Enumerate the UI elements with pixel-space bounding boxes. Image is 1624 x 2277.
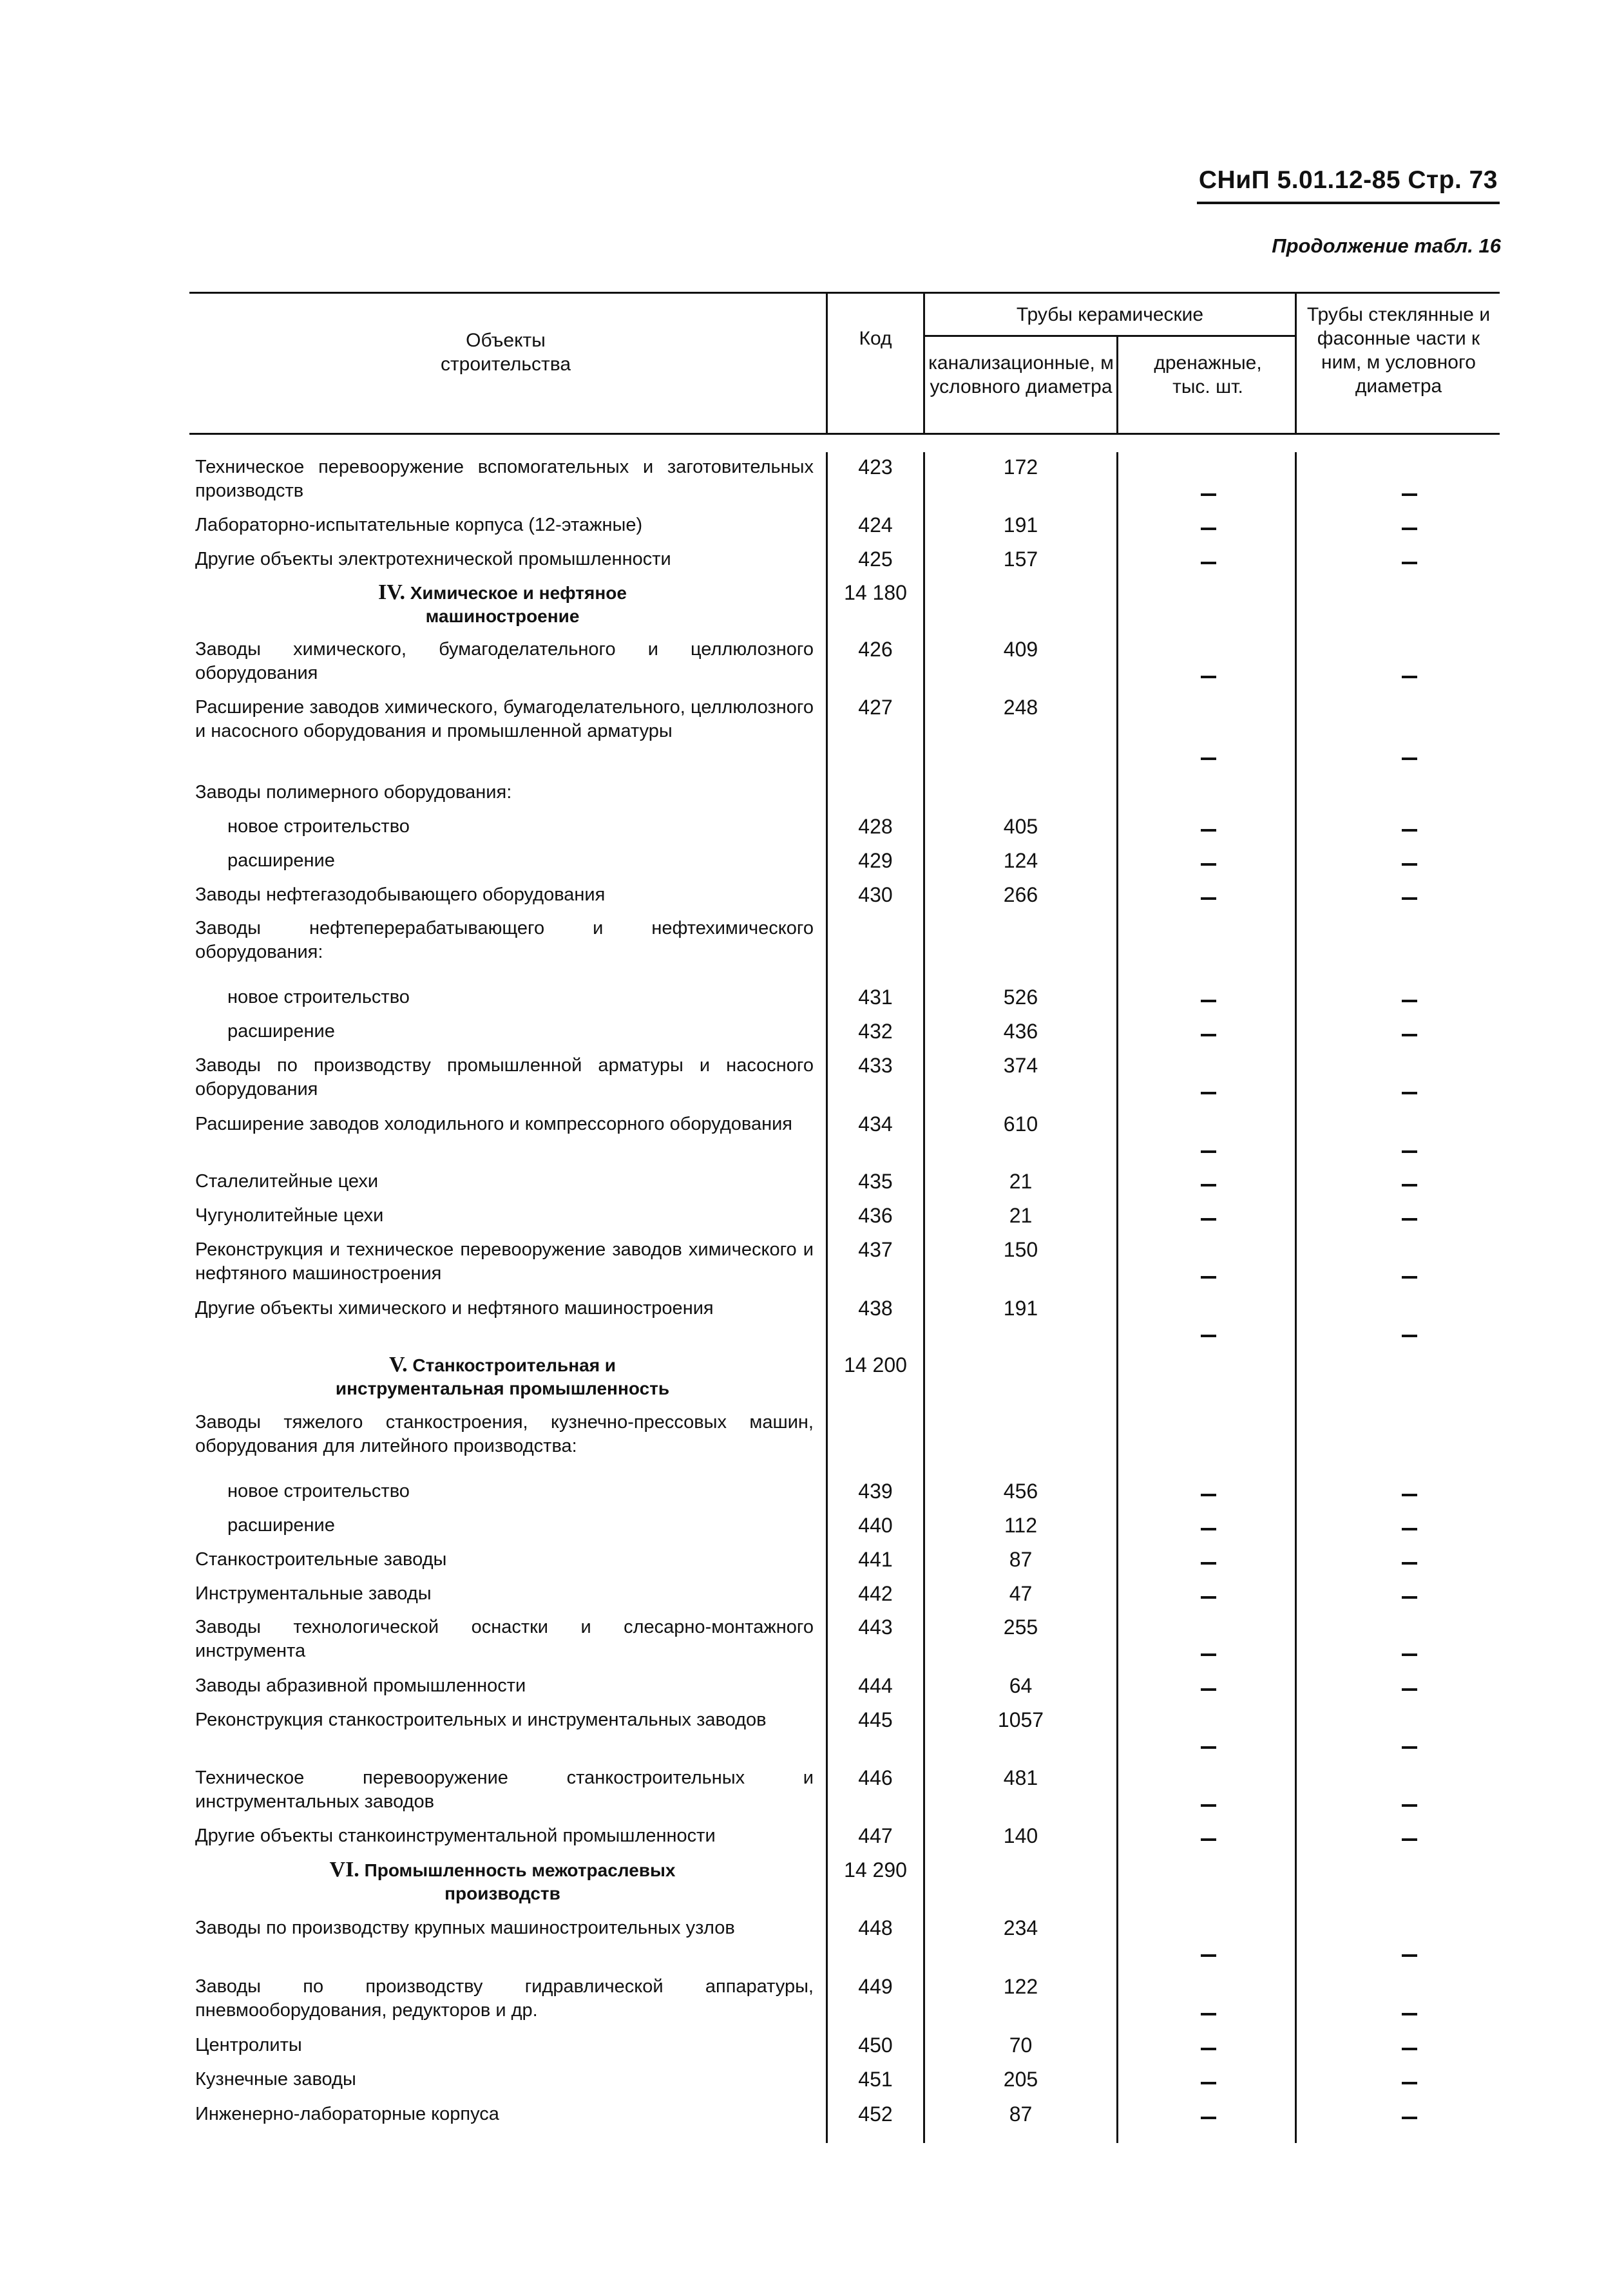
glass-pipe-value <box>1402 1092 1417 1094</box>
drainage-pipe-value <box>1201 1184 1216 1186</box>
row-code: 441 <box>858 1548 893 1571</box>
sewer-pipe-value: 234 <box>1003 1916 1038 1939</box>
glass-pipe-value <box>1402 2048 1417 2050</box>
object-name: Сталелитейные цехи <box>195 1171 379 1192</box>
sewer-pipe-value: 248 <box>1003 696 1038 719</box>
running-title-rule <box>1197 202 1500 204</box>
object-name: Расширение заводов холодильного и компрессорного оборудования <box>195 1114 792 1134</box>
object-name: Заводы по производству промышленной арматуры и насосного оборудования <box>195 1055 814 1100</box>
subitem-label: новое строительство <box>227 987 410 1007</box>
object-name: Инженерно-лабораторные корпуса <box>195 2104 499 2124</box>
sewer-pipe-value: 87 <box>1009 2102 1033 2126</box>
sewer-pipe-value: 191 <box>1003 1297 1038 1320</box>
object-name: Инструментальные заводы <box>195 1583 432 1604</box>
sewer-pipe-value: 47 <box>1009 1582 1033 1605</box>
sewer-pipe-value: 481 <box>1003 1766 1038 1789</box>
sewer-pipe-value: 255 <box>1003 1615 1038 1639</box>
object-name: Техническое перевооружение станкостроительных и инструментальных заводов <box>195 1767 814 1812</box>
column-header-ceramic-group: Трубы керамические <box>1016 304 1204 325</box>
drainage-pipe-value <box>1201 1218 1216 1221</box>
row-code: 445 <box>858 1708 893 1731</box>
glass-pipe-value <box>1402 1000 1417 1002</box>
sewer-pipe-value: 21 <box>1009 1204 1033 1227</box>
section-code: 14 180 <box>844 581 907 604</box>
subitem-label: новое строительство <box>227 816 410 837</box>
sewer-pipe-value: 87 <box>1009 1548 1033 1571</box>
drainage-pipe-value <box>1201 676 1216 678</box>
drainage-pipe-value <box>1201 1276 1216 1279</box>
glass-pipe-value <box>1402 1335 1417 1337</box>
section-roman-numeral: V. <box>388 1353 408 1377</box>
object-name: Другие объекты химического и нефтяного машиностроения <box>195 1298 714 1319</box>
object-name: Заводы абразивной промышленности <box>195 1675 526 1696</box>
row-code: 443 <box>858 1615 893 1639</box>
sewer-pipe-value: 205 <box>1003 2068 1038 2091</box>
body-divider-sewer-drainage <box>1116 452 1118 2143</box>
object-name: Заводы нефтегазодобывающего оборудования <box>195 884 606 905</box>
object-name: Заводы технологической оснастки и слесарно-монтажного инструмента <box>195 1617 814 1661</box>
drainage-pipe-value <box>1201 2082 1216 2084</box>
object-name: Станкостроительные заводы <box>195 1549 447 1570</box>
drainage-pipe-value <box>1201 2117 1216 2119</box>
object-name: Кузнечные заводы <box>195 2069 356 2090</box>
sewer-pipe-value: 70 <box>1009 2034 1033 2057</box>
glass-pipe-value <box>1402 1528 1417 1530</box>
glass-pipe-value <box>1402 1653 1417 1656</box>
object-name: Расширение заводов химического, бумагоделательного, целлюлозного и насосного оборудования и промышленной арматуры <box>195 697 814 741</box>
glass-pipe-value <box>1402 528 1417 530</box>
drainage-pipe-value <box>1201 493 1216 496</box>
drainage-pipe-value <box>1201 1150 1216 1153</box>
glass-pipe-value <box>1402 1150 1417 1153</box>
glass-pipe-value <box>1402 1562 1417 1565</box>
object-name: Реконструкция станкостроительных и инструментальных заводов <box>195 1710 767 1730</box>
sewer-pipe-value: 610 <box>1003 1112 1038 1136</box>
object-name: Заводы химического, бумагоделательного и целлюлозного оборудования <box>195 639 814 683</box>
column-header-code: Код <box>859 328 892 349</box>
row-code: 446 <box>858 1766 893 1789</box>
drainage-pipe-value <box>1201 1746 1216 1749</box>
drainage-pipe-value <box>1201 863 1216 866</box>
row-code: 428 <box>858 815 893 838</box>
glass-pipe-value <box>1402 1034 1417 1036</box>
sewer-pipe-value: 140 <box>1003 1824 1038 1847</box>
drainage-pipe-value <box>1201 1494 1216 1496</box>
group-label: Заводы тяжелого станкостроения, кузнечно-прессовых машин, оборудования для литейного производства: <box>195 1412 814 1456</box>
row-code: 442 <box>858 1582 893 1605</box>
ceramic-group-rule <box>923 335 1297 337</box>
drainage-pipe-value <box>1201 1335 1216 1337</box>
sewer-pipe-value: 436 <box>1003 1020 1038 1043</box>
drainage-pipe-value <box>1201 2013 1216 2015</box>
glass-pipe-value <box>1402 1746 1417 1749</box>
row-code: 433 <box>858 1054 893 1077</box>
drainage-pipe-value <box>1201 1092 1216 1094</box>
drainage-pipe-value <box>1201 829 1216 832</box>
drainage-pipe-value <box>1201 1528 1216 1530</box>
sewer-pipe-value: 64 <box>1009 1674 1033 1697</box>
section-roman-numeral: IV. <box>378 580 405 604</box>
sewer-pipe-value: 157 <box>1003 548 1038 571</box>
object-name: Техническое перевооружение вспомогательных и заготовительных производств <box>195 457 814 501</box>
drainage-pipe-value <box>1201 562 1216 564</box>
sewer-pipe-value: 112 <box>1004 1514 1037 1537</box>
row-code: 435 <box>858 1170 893 1193</box>
glass-pipe-value <box>1402 1218 1417 1221</box>
drainage-pipe-value <box>1201 1954 1216 1957</box>
row-code: 449 <box>858 1975 893 1998</box>
drainage-pipe-value <box>1201 897 1216 900</box>
row-code: 440 <box>858 1514 893 1537</box>
section-heading <box>322 581 683 628</box>
drainage-pipe-value <box>1201 1034 1216 1036</box>
sewer-pipe-value: 150 <box>1003 1238 1038 1261</box>
sewer-pipe-value: 409 <box>1003 638 1038 661</box>
sewer-pipe-value: 266 <box>1003 883 1038 906</box>
column-header-objects: Объекты строительства <box>440 330 571 375</box>
subitem-label: расширение <box>227 850 335 871</box>
glass-pipe-value <box>1402 2013 1417 2015</box>
column-header-drainage: дренажные, тыс. шт. <box>1154 352 1262 397</box>
glass-pipe-value <box>1402 1494 1417 1496</box>
row-code: 439 <box>858 1480 893 1503</box>
section-code: 14 290 <box>844 1858 907 1882</box>
glass-pipe-value <box>1402 1596 1417 1599</box>
group-label: Заводы полимерного оборудования: <box>195 782 512 803</box>
row-code: 430 <box>858 883 893 906</box>
subitem-label: расширение <box>227 1515 335 1536</box>
drainage-pipe-value <box>1201 1804 1216 1807</box>
glass-pipe-value <box>1402 829 1417 832</box>
glass-pipe-value <box>1402 1804 1417 1807</box>
section-title: Химическое и нефтяное машиностроение <box>405 583 627 626</box>
sewer-pipe-value: 191 <box>1003 513 1038 537</box>
row-code: 434 <box>858 1112 893 1136</box>
subitem-label: новое строительство <box>227 1481 410 1501</box>
glass-pipe-value <box>1402 1838 1417 1841</box>
table-header-bottom-rule <box>189 433 1500 435</box>
drainage-pipe-value <box>1201 1596 1216 1599</box>
section-title: Промышленность межотраслевых производств <box>359 1860 676 1903</box>
header-divider-sewer-drainage <box>1116 335 1118 434</box>
glass-pipe-value <box>1402 2117 1417 2119</box>
object-name: Центролиты <box>195 2035 302 2055</box>
row-code: 444 <box>858 1674 893 1697</box>
section-heading <box>322 1858 683 1905</box>
group-label: Заводы нефтеперерабатывающего и нефтехимического оборудования: <box>195 918 814 962</box>
row-code: 424 <box>858 513 893 537</box>
table-top-rule <box>189 292 1500 294</box>
section-heading <box>322 1353 683 1400</box>
object-name: Чугунолитейные цехи <box>195 1205 384 1226</box>
header-divider-objects-code <box>826 292 828 434</box>
section-title: Станкостроительная и инструментальная промышленность <box>335 1355 670 1398</box>
sewer-pipe-value: 456 <box>1003 1480 1038 1503</box>
drainage-pipe-value <box>1201 528 1216 530</box>
object-name: Реконструкция и техническое перевооружение заводов химического и нефтяного машиностроения <box>195 1239 814 1284</box>
glass-pipe-value <box>1402 1954 1417 1957</box>
sewer-pipe-value: 172 <box>1003 455 1038 479</box>
object-name: Лабораторно-испытательные корпуса (12-этажные) <box>195 515 643 535</box>
column-header-sewer: канализационные, м условного диаметра <box>928 352 1114 397</box>
row-code: 427 <box>858 696 893 719</box>
drainage-pipe-value <box>1201 757 1216 760</box>
body-divider-drainage-glass <box>1295 452 1297 2143</box>
glass-pipe-value <box>1402 1688 1417 1691</box>
sewer-pipe-value: 122 <box>1003 1975 1038 1998</box>
row-code: 437 <box>858 1238 893 1261</box>
row-code: 425 <box>858 548 893 571</box>
row-code: 452 <box>858 2102 893 2126</box>
row-code: 436 <box>858 1204 893 1227</box>
drainage-pipe-value <box>1201 1838 1216 1841</box>
sewer-pipe-value: 124 <box>1003 849 1038 872</box>
drainage-pipe-value <box>1201 1562 1216 1565</box>
row-code: 438 <box>858 1297 893 1320</box>
drainage-pipe-value <box>1201 1653 1216 1656</box>
row-code: 432 <box>858 1020 893 1043</box>
row-code: 451 <box>858 2068 893 2091</box>
row-code: 431 <box>858 986 893 1009</box>
glass-pipe-value <box>1402 757 1417 760</box>
table-continuation-label: Продолжение табл. 16 <box>1272 234 1501 257</box>
row-code: 429 <box>858 849 893 872</box>
subitem-label: расширение <box>227 1021 335 1042</box>
glass-pipe-value <box>1402 1276 1417 1279</box>
sewer-pipe-value: 374 <box>1003 1054 1038 1077</box>
object-name: Заводы по производству гидравлической аппаратуры, пневмооборудования, редукторов и др. <box>195 1976 814 2021</box>
object-name: Другие объекты электротехнической промышленности <box>195 549 671 569</box>
object-name: Другие объекты станкоинструментальной промышленности <box>195 1825 716 1846</box>
object-name: Заводы по производству крупных машиностроительных узлов <box>195 1918 735 1938</box>
drainage-pipe-value <box>1201 2048 1216 2050</box>
glass-pipe-value <box>1402 2082 1417 2084</box>
drainage-pipe-value <box>1201 1688 1216 1691</box>
sewer-pipe-value: 405 <box>1003 815 1038 838</box>
row-code: 448 <box>858 1916 893 1939</box>
glass-pipe-value <box>1402 1184 1417 1186</box>
sewer-pipe-value: 526 <box>1003 986 1038 1009</box>
glass-pipe-value <box>1402 562 1417 564</box>
section-code: 14 200 <box>844 1353 907 1377</box>
glass-pipe-value <box>1402 863 1417 866</box>
running-title: СНиП 5.01.12-85 Стр. 73 <box>1198 166 1498 194</box>
column-header-glass: Трубы стеклянные и фасонные части к ним, м условного диаметра <box>1306 304 1491 397</box>
row-code: 426 <box>858 638 893 661</box>
sewer-pipe-value: 21 <box>1009 1170 1033 1193</box>
row-code: 450 <box>858 2034 893 2057</box>
row-code: 423 <box>858 455 893 479</box>
sewer-pipe-value: 1057 <box>997 1708 1044 1731</box>
glass-pipe-value <box>1402 676 1417 678</box>
glass-pipe-value <box>1402 493 1417 496</box>
drainage-pipe-value <box>1201 1000 1216 1002</box>
row-code: 447 <box>858 1824 893 1847</box>
glass-pipe-value <box>1402 897 1417 900</box>
section-roman-numeral: VI. <box>329 1858 359 1882</box>
